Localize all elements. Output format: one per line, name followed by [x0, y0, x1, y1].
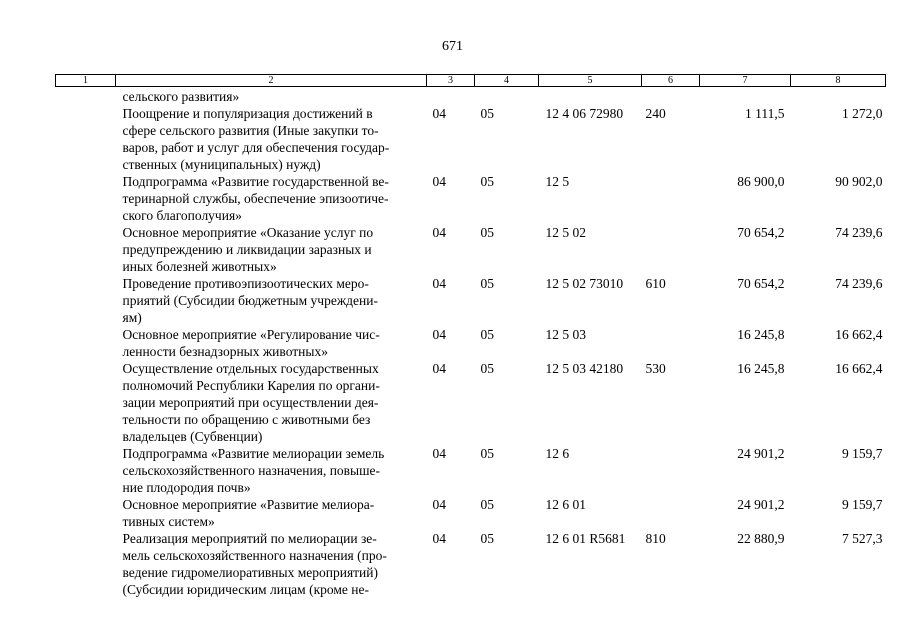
table-row [56, 275, 886, 326]
target-article-cell: 12 6 01 R5681 [545, 531, 626, 546]
section-code-cell: 04 [432, 276, 446, 291]
amount-year-2-cell: 9 159,7 [842, 497, 883, 512]
expense-type-cell [642, 445, 700, 496]
amount-year-1-cell: 1 111,5 [745, 106, 785, 121]
item-name-line: иных болезней животных» [122, 259, 277, 274]
target-article-cell: 12 5 [545, 174, 570, 189]
item-name-line: тельности по обращению с животными без [122, 412, 371, 427]
item-name-line: мель сельскохозяйственного назначения (про- [122, 548, 387, 563]
item-name-cell [116, 445, 427, 496]
amount-year-2-cell: 1 272,0 [842, 106, 883, 121]
item-name-line: сельскохозяйственного назначения, повыше- [122, 463, 380, 478]
amount-year-2-cell: 9 159,7 [842, 446, 883, 461]
subsection-code-cell: 05 [480, 446, 494, 461]
table-row [56, 224, 886, 275]
col-1-cell [56, 173, 116, 224]
subsection-code-cell: 05 [480, 497, 494, 512]
header-col-3: 3 [427, 75, 475, 87]
subsection-code-cell: 05 [480, 327, 494, 342]
item-name-line: предупреждению и ликвидации заразных и [122, 242, 372, 257]
amount-year-1-cell: 70 654,2 [737, 225, 785, 240]
item-name-cell [116, 360, 427, 445]
item-name-line: Основное мероприятие «Оказание услуг по [122, 225, 374, 240]
item-name-line: ского благополучия» [122, 208, 242, 223]
table-header-row [56, 75, 886, 87]
table-row [56, 360, 886, 445]
item-name-cell [116, 173, 427, 224]
section-code-cell: 04 [432, 497, 446, 512]
col-1-cell [56, 360, 116, 445]
item-name-line: Осуществление отдельных государственных [122, 361, 379, 376]
item-name-cell [116, 530, 427, 598]
target-article-cell: 12 5 03 42180 [545, 361, 624, 376]
table-row [56, 445, 886, 496]
page-number: 671 [442, 39, 463, 54]
item-name-cell [116, 496, 427, 530]
target-article-cell: 12 4 06 72980 [545, 106, 624, 121]
amount-year-1-cell: 24 901,2 [737, 446, 785, 461]
amount-year-2-cell: 7 527,3 [842, 531, 883, 546]
col-1-cell [56, 105, 116, 173]
expense-type-cell [642, 173, 700, 224]
amount-year-2-cell: 16 662,4 [835, 361, 883, 376]
section-code-cell: 04 [432, 225, 446, 240]
col-1-cell [56, 496, 116, 530]
item-name-line: полномочий Республики Карелия по органи- [122, 378, 380, 393]
amount-year-1-cell: 24 901,2 [737, 497, 785, 512]
section-code-cell: 04 [432, 361, 446, 376]
section-code-cell: 04 [432, 446, 446, 461]
item-name-line: Подпрограмма «Развитие государственной ве- [122, 174, 389, 189]
expense-type-cell [642, 496, 700, 530]
section-code-cell: 04 [432, 106, 446, 121]
table-row [56, 496, 886, 530]
col-1-cell [56, 445, 116, 496]
item-name-line: (Субсидии юридическим лицам (кроме не- [122, 582, 369, 597]
expense-type-cell: 610 [645, 276, 666, 291]
header-col-4: 4 [475, 75, 539, 87]
item-name-line: Поощрение и популяризация достижений в [122, 106, 373, 121]
table-row [56, 326, 886, 360]
item-name-line: варов, работ и услуг для обеспечения государ- [122, 140, 390, 155]
amount-year-2-cell: 16 662,4 [835, 327, 883, 342]
expense-type-cell: 240 [645, 106, 666, 121]
table-row [56, 530, 886, 598]
amount-year-2-cell: 74 239,6 [835, 225, 883, 240]
item-name-line: Проведение противоэпизоотических меро- [122, 276, 369, 291]
subsection-code-cell: 05 [480, 106, 494, 121]
item-name-line: ведение гидромелиоративных мероприятий) [122, 565, 379, 580]
continuation-text [116, 87, 427, 106]
expense-type-cell [642, 326, 700, 360]
header-col-2: 2 [116, 75, 427, 87]
amount-year-1-cell: 16 245,8 [737, 327, 785, 342]
item-name-line: ние плодородия почв» [122, 480, 251, 495]
item-name-line: владельцев (Субвенции) [122, 429, 263, 444]
target-article-cell: 12 5 03 [545, 327, 586, 342]
header-col-5: 5 [539, 75, 642, 87]
item-name-cell [116, 224, 427, 275]
amount-year-2-cell: 90 902,0 [835, 174, 883, 189]
header-col-7: 7 [700, 75, 791, 87]
amount-year-1-cell: 86 900,0 [737, 174, 785, 189]
section-code-cell: 04 [432, 174, 446, 189]
item-name-line: ям) [122, 310, 142, 325]
subsection-code-cell: 05 [480, 361, 494, 376]
expense-type-cell: 530 [645, 361, 666, 376]
header-col-1: 1 [56, 75, 116, 87]
header-col-8: 8 [791, 75, 886, 87]
subsection-code-cell: 05 [480, 225, 494, 240]
col-1-cell [56, 326, 116, 360]
subsection-code-cell: 05 [480, 531, 494, 546]
section-code-cell: 04 [432, 531, 446, 546]
item-name-line: ленности безнадзорных животных» [122, 344, 328, 359]
col-1-cell [56, 87, 116, 106]
budget-table [55, 74, 886, 598]
expense-type-cell: 810 [645, 531, 666, 546]
item-name-line: Основное мероприятие «Развитие мелиора- [122, 497, 375, 512]
subsection-code-cell: 05 [480, 276, 494, 291]
item-name-line: сфере сельского развития (Иные закупки то- [122, 123, 379, 138]
item-name-line: приятий (Субсидии бюджетным учреждени- [122, 293, 378, 308]
header-col-6: 6 [642, 75, 700, 87]
item-name-cell [116, 105, 427, 173]
amount-year-1-cell: 22 880,9 [737, 531, 785, 546]
item-name-line: Подпрограмма «Развитие мелиорации земель [122, 446, 385, 461]
col-1-cell [56, 275, 116, 326]
amount-year-1-cell: 16 245,8 [737, 361, 785, 376]
col-1-cell [56, 530, 116, 598]
table-row [56, 105, 886, 173]
item-name-cell [116, 275, 427, 326]
subsection-code-cell: 05 [480, 174, 494, 189]
table-row [56, 173, 886, 224]
item-name-line: зации мероприятий при осуществлении дея- [122, 395, 379, 410]
target-article-cell: 12 5 02 [545, 225, 586, 240]
item-name-line: теринарной службы, обеспечение эпизоотиче- [122, 191, 389, 206]
continuation-line: сельского развития» [122, 89, 240, 104]
item-name-line: тивных систем» [122, 514, 215, 529]
item-name-line: Реализация мероприятий по мелиорации зе- [122, 531, 377, 546]
target-article-cell: 12 5 02 73010 [545, 276, 624, 291]
col-1-cell [56, 224, 116, 275]
item-name-cell [116, 326, 427, 360]
target-article-cell: 12 6 01 [545, 497, 586, 512]
expense-type-cell [642, 224, 700, 275]
continuation-row [56, 87, 886, 106]
item-name-line: ственных (муниципальных) нужд) [122, 157, 321, 172]
item-name-line: Основное мероприятие «Регулирование чис- [122, 327, 380, 342]
section-code-cell: 04 [432, 327, 446, 342]
amount-year-2-cell: 74 239,6 [835, 276, 883, 291]
amount-year-1-cell: 70 654,2 [737, 276, 785, 291]
target-article-cell: 12 6 [545, 446, 570, 461]
